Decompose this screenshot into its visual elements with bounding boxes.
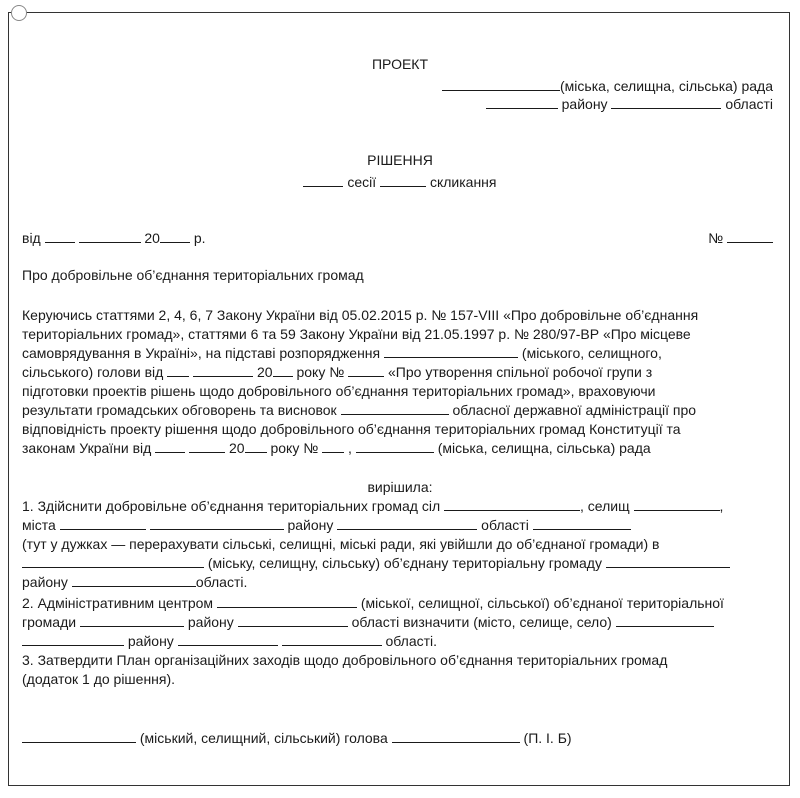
session-line: сесії скликання [0, 173, 800, 191]
item-2-line-3: району області. [22, 632, 437, 650]
order-blank[interactable] [384, 345, 518, 358]
community-oblast-blank[interactable] [72, 574, 196, 587]
law-number-blank[interactable] [322, 440, 344, 453]
preamble-line-1: Керуючись статтями 2, 4, 6, 7 Закону України від 05.02.2015 р. № 157-VIII «Про добровільне об’єднання [22, 307, 699, 323]
item1-extra-blank[interactable] [533, 517, 631, 530]
preamble-line-4: сільського) голови від 20 року № «Про утворення спільної робочої групи з [22, 364, 653, 380]
project-label: ПРОЕКТ [371, 56, 429, 72]
raion-blank[interactable] [486, 96, 558, 109]
item-3-line-2: (додаток 1 до рішення). [22, 671, 176, 687]
admin-raion-blank[interactable] [238, 614, 348, 627]
order-year-blank[interactable] [273, 364, 293, 377]
item-1-line-2: міста району області [22, 516, 631, 534]
law-year-blank[interactable] [245, 440, 267, 453]
name-blank[interactable] [392, 730, 520, 743]
year-blank[interactable] [160, 230, 190, 243]
cities-blank[interactable] [60, 517, 146, 530]
preamble-line-6: результати громадських обговорень та висновок обласної державної адміністрації про [22, 402, 697, 418]
order-day-blank[interactable] [167, 364, 189, 377]
law-month-blank[interactable] [189, 440, 225, 453]
item-1-line-1: 1. Здійснити добровільне об’єднання територіальних громад сіл , селищ , [22, 498, 724, 514]
number-line: № [708, 229, 773, 247]
order-number-blank[interactable] [348, 364, 384, 377]
month-blank[interactable] [79, 230, 141, 243]
item-2-line-1: 2. Адміністративним центром (міської, селищної, сільської) об’єднаної територіальної [22, 595, 724, 611]
law-day-blank[interactable] [155, 440, 185, 453]
center-raion-blank[interactable] [22, 633, 124, 646]
item-1-line-5: району області. [22, 574, 248, 590]
convocation-number-blank[interactable] [380, 174, 426, 187]
order-month-blank[interactable] [193, 364, 253, 377]
resolved-heading: вирішила: [367, 479, 433, 495]
villages-blank[interactable] [444, 498, 580, 511]
item-3-line-1: 3. Затвердити План організаційних заходів щодо добровільного об’єднання територіальних громад [22, 652, 668, 668]
corner-mark [11, 5, 27, 21]
day-blank[interactable] [45, 230, 75, 243]
community-raion-blank[interactable] [606, 555, 730, 568]
opinion-oblast-blank[interactable] [341, 402, 449, 415]
item-1-line-3: (тут у дужках — перерахувати сільські, селищні, міські ради, які увійшли до об’єднаної громади) в [22, 536, 660, 552]
region-line: району області [486, 95, 773, 113]
item-1-line-4: (міську, селищну, сільську) об’єднану територіальну громаду [22, 554, 730, 572]
center-extra-blank[interactable] [282, 633, 382, 646]
center-oblast-blank[interactable] [178, 633, 278, 646]
council-line: (міська, селищна, сільська) рада [442, 77, 773, 95]
subject: Про добровільне об’єднання територіальних громад [22, 267, 364, 283]
admin-center-blank[interactable] [217, 595, 357, 608]
preamble-line-2: територіальних громад», статтями 6 та 59 Закону України від 21.05.1997 р. № 280/97-ВР «Про місцеве [22, 326, 691, 342]
signature-line: (міський, селищний, сільський) голова (П. І. Б) [22, 729, 572, 747]
preamble-line-5: підготовки проектів рішень щодо добровільного об’єднання територіальних громад», враховуючи [22, 383, 656, 399]
oblast-blank[interactable] [611, 96, 721, 109]
admin-locality-blank[interactable] [616, 614, 714, 627]
decision-title: РІШЕННЯ [367, 152, 433, 168]
council-blank[interactable] [442, 78, 560, 91]
signature-blank[interactable] [22, 730, 136, 743]
item-2-line-2: громади району області визначити (місто, селище, село) [22, 613, 714, 631]
date-line: від 20 р. [22, 230, 206, 246]
preamble-line-3: самоврядування в Україні», на підставі розпорядження (міського, селищного, [22, 345, 662, 361]
community-name-blank[interactable] [22, 555, 204, 568]
council-name-blank[interactable] [356, 440, 434, 453]
settlements-blank[interactable] [634, 498, 720, 511]
admin-community-blank[interactable] [80, 614, 184, 627]
preamble-line-8: законам України від 20 року № , (міська, селищна, сільська) рада [22, 440, 651, 456]
preamble-line-7: відповідність проекту рішення щодо добровільного об’єднання територіальних громад Конституції та [22, 421, 681, 437]
decision-number-blank[interactable] [727, 230, 773, 243]
session-number-blank[interactable] [303, 174, 343, 187]
item1-oblast-blank[interactable] [337, 517, 477, 530]
item1-raion-blank[interactable] [150, 517, 284, 530]
